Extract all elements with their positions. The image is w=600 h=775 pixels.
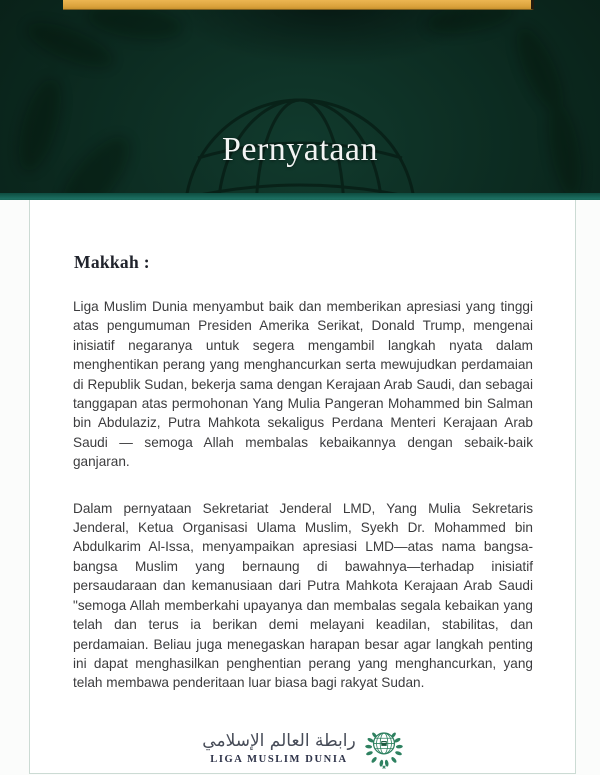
- page-title: Pernyataan: [221, 131, 379, 168]
- organization-logo-text: [202, 731, 355, 765]
- organization-name-latin: LIGA MUSLIM DUNIA: [210, 753, 348, 765]
- organization-logo: [73, 723, 533, 773]
- teal-divider: [0, 193, 600, 200]
- dateline-heading: Makkah :: [74, 252, 150, 272]
- statement-paragraph-2: Dalam pernyataan Sekretariat Jenderal LMD, Yang Mulia Sekretaris Jenderal, Ketua Organisasi Ulama Muslim, Syekh Dr. Mohammed bin Abdulkarim Al-Issa, menyampaikan apresiasi LMD—atas nama bangsa-bangsa Muslim yang bernaung di bawahnya—terhadap inisiatif persaudaraan dan kemanusiaan dari Putra Mahkota Kerajaan Arab Saudi "semoga Allah memberkahi upayanya dan membalas segala kebaikan yang telah dan terus ia berikan demi melayani keadilan, stabilitas, dan perdamaian. Beliau juga menegaskan harapan besar agar langkah penting ini dapat menghasilkan penghentian perang yang menghancurkan, yang telah membawa penderitaan luar biasa bagi rakyat Sudan.: [73, 500, 533, 691]
- globe-watermark-icon: [0, 0, 600, 200]
- mwl-emblem-icon: [364, 723, 404, 773]
- statement-header: [0, 0, 600, 200]
- statement-card: [29, 200, 576, 774]
- statement-paragraph-1: Liga Muslim Dunia menyambut baik dan memberikan apresiasi yang tinggi atas pengumuman Presiden Amerika Serikat, Donald Trump, mengenai inisiatif negaranya untuk segera mengambil langkah nyata dalam menghentikan perang yang menghancurkan serta mewujudkan perdamaian di Republik Sudan, bekerja sama dengan Kerajaan Arab Saudi, dan sebagai tanggapan atas permohonan Yang Mulia Pangeran Mohammed bin Salman bin Abdulaziz, Putra Mahkota sekaligus Perdana Menteri Kerajaan Arab Saudi — semoga Allah membalas kebaikannya dengan sebaik-baik ganjaran.: [73, 299, 533, 470]
- organization-name-arabic: رابطة العالم الإسلامي: [202, 730, 356, 751]
- gold-accent-bar: [63, 0, 534, 10]
